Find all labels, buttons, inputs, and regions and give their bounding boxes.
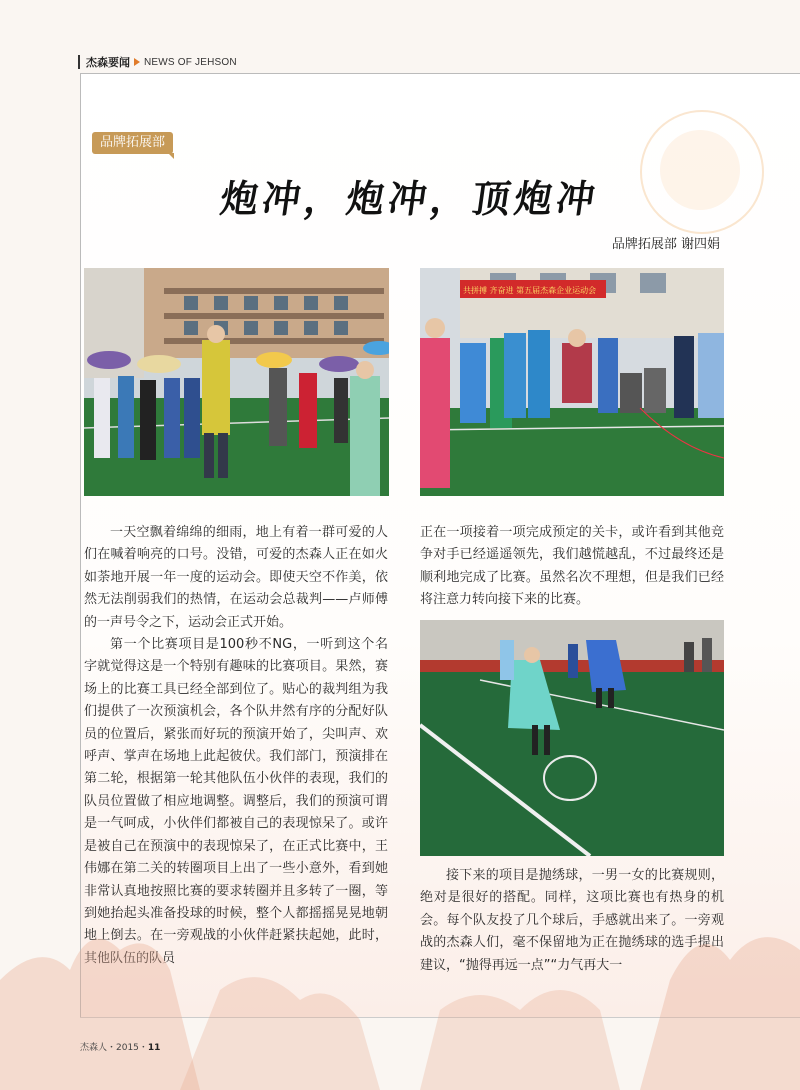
department-tag: 品牌拓展部 [92,132,173,154]
article-column-right-bottom [420,865,724,977]
section-title-cn: 杰森要闻 [86,56,130,69]
section-title-en: NEWS OF JEHSON [144,56,237,68]
section-header [78,54,237,70]
header-tick [78,55,80,69]
footer-magazine: 杰森人・2015・ [80,1043,148,1053]
paragraph-2: 第一个比赛项目是100秒不NG，一听到这个名字就觉得这是一个特别有趣味的比赛项目。果然，赛场上的比赛工具已经全部到位了。贴心的裁判组为我们提供了一次预演机会，各个队井然有序的分配好队员的位置后，紧张而好玩的预演开始了，尖叫声、欢呼声、掌声在场地上此起彼伏。我们部门，预演排在第二轮，根据第一轮其他队伍小伙伴的表现，我们的队员位置做了相应地调整。调整后，我们的预演可谓是一气呵成，小伙伴们都被自己的表现惊呆了。或许是被自己在预演中的表现惊呆了，在正式比赛中，王伟娜在第二关的转圈项目上出了一些小意外，看到她非常认真地按照比赛的要求转圈并且多转了一圈，等到她抬起头准备投球的时候，整个人都摇摇晃晃地朝地上倒去。在一旁观战的小伙伴赶紧扶起她，此时，其他队伍的队员 [84,637,388,966]
article-title: 炮冲，炮冲，顶炮冲 [217,176,602,221]
paragraph-4: 接下来的项目是抛绣球，一男一女的比赛规则，绝对是很好的搭配。同样，这项比赛也有热身的机会。每个队友投了几个球后，手感就出来了。一旁观战的杰森人们，毫不保留地为正在抛绣球的选手提出建议，“抛得再远一点”“力气再大一 [420,868,724,973]
article-column-left [84,522,388,970]
frame-line-bottom [80,1017,800,1018]
header-arrow-icon [134,58,140,66]
frame-line-top [80,73,800,74]
photo-team-game [420,268,724,496]
paragraph-3: 正在一项接着一项完成预定的关卡，或许看到其他竞争对手已经遥遥领先，我们越慌越乱，不过最终还是顺利地完成了比赛。虽然名次不理想，但是我们已经将注意力转向接下来的比赛。 [420,525,724,608]
photo-banner-text: 共拼搏 齐奋进 第五届杰森企业运动会 [463,286,597,295]
photo-opening-ceremony [84,268,389,496]
photo-hoop-game [420,620,724,856]
page-footer [80,1040,160,1053]
article-byline: 品牌拓展部 谢四娟 [611,237,720,252]
article-column-right-top [420,522,724,612]
department-tag-tail [168,153,174,159]
footer-page-number: 11 [147,1043,161,1053]
frame-line-left [80,73,81,1018]
paragraph-1: 一天空飘着绵绵的细雨，地上有着一群可爱的人们在喊着响亮的口号。没错，可爱的杰森人正在如火如荼地开展一年一度的运动会。即使天空不作美，依然无法削弱我们的热情，在运动会总裁判——卢师傅的一声号令之下，运动会正式开始。 [84,525,388,630]
